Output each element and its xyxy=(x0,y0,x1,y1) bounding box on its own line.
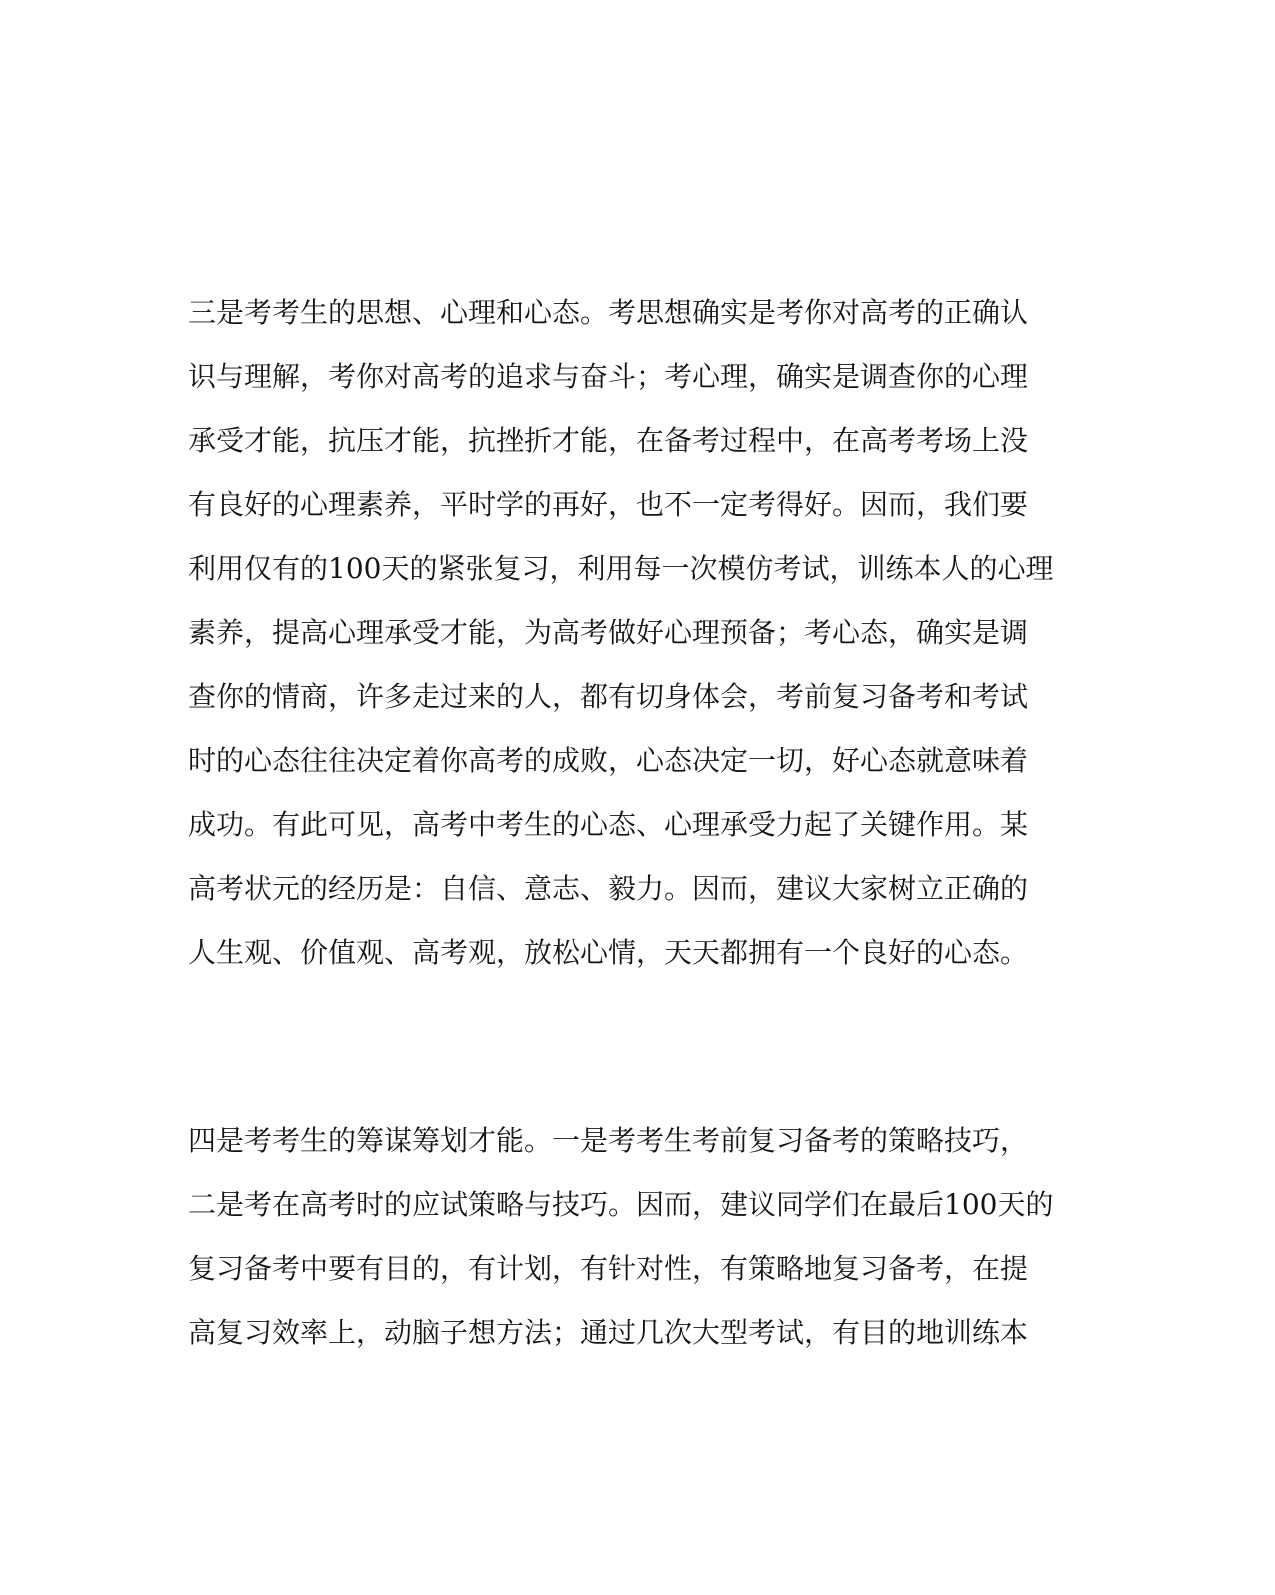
text-line: 有良好的心理素养，平时学的再好，也不一定考得好。因而，我们要 xyxy=(188,488,1029,521)
text-line: 复习备考中要有目的，有计划，有针对性，有策略地复习备考，在提 xyxy=(188,1252,1029,1285)
text-line: 成功。有此可见，高考中考生的心态、心理承受力起了关键作用。某 xyxy=(188,808,1029,841)
paragraph-planning xyxy=(188,1109,1088,1365)
text-line: 高复习效率上，动脑子想方法；通过几次大型考试，有目的地训练本 xyxy=(188,1316,1029,1349)
text-line: 二是考在高考时的应试策略与技巧。因而，建议同学们在最后100天的 xyxy=(188,1188,1054,1221)
text-line: 高考状元的经历是：自信、意志、毅力。因而，建议大家树立正确的 xyxy=(188,872,1029,905)
text-line: 四是考考生的筹谋筹划才能。一是考考生考前复习备考的策略技巧， xyxy=(188,1124,1029,1157)
text-line: 承受才能，抗压才能，抗挫折才能，在备考过程中，在高考考场上没 xyxy=(188,424,1029,457)
text-line: 利用仅有的100天的紧张复习，利用每一次模仿考试，训练本人的心理 xyxy=(188,552,1054,585)
text-line: 人生观、价值观、高考观，放松心情，天天都拥有一个良好的心态。 xyxy=(188,936,1029,969)
text-line: 三是考考生的思想、心理和心态。考思想确实是考你对高考的正确认 xyxy=(188,296,1029,329)
text-line: 素养，提高心理承受才能，为高考做好心理预备；考心态，确实是调 xyxy=(188,616,1029,649)
text-line: 识与理解，考你对高考的追求与奋斗；考心理，确实是调查你的心理 xyxy=(188,360,1029,393)
text-line: 查你的情商，许多走过来的人，都有切身体会，考前复习备考和考试 xyxy=(188,680,1029,713)
paragraph-mindset xyxy=(188,281,1088,985)
text-line: 时的心态往往决定着你高考的成败，心态决定一切，好心态就意味着 xyxy=(188,744,1029,777)
